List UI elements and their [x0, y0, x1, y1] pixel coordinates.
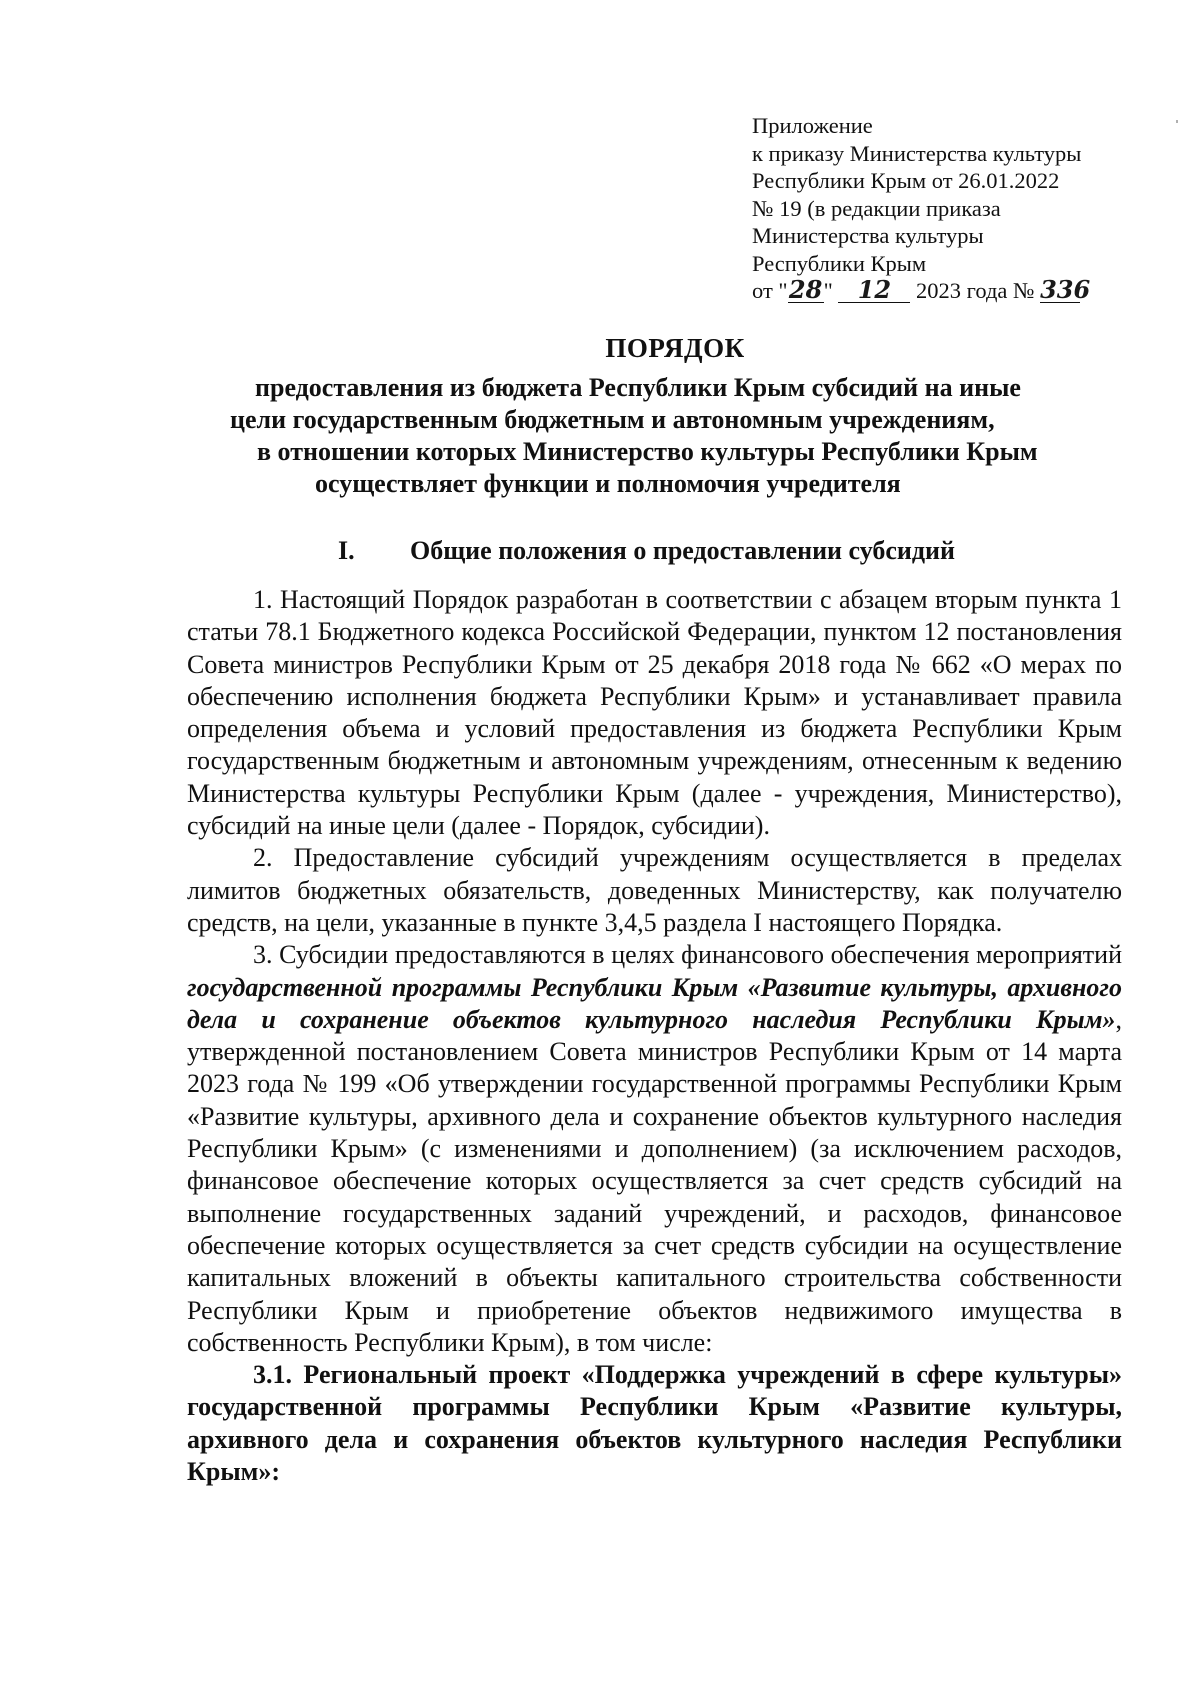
- appendix-line: Министерства культуры: [752, 223, 984, 248]
- appendix-line: Республики Крым: [752, 250, 927, 276]
- paragraph-3-rest: , утвержденной постановлением Совета министров Республики Крым от 14 марта 2023 года № 199 «Об утверждении государственной программы Республики Крым «Развитие культуры, архивного дела и сохранение объектов культурного наследия Республики Крым» (с изменениями и дополнением) (за исключением расходов, финансовое обеспечение которых осуществляется за счет средств субсидий на выполнение государственных заданий учреждений, и расходов, финансовое обеспечение которых осуществляется за счет средств субсидии на осуществление капитальных вложений в объекты капитального строительства собственности Республики Крым и приобретение объектов недвижимого имущества в собственность Республики Крым), в том числе:: [187, 1004, 1122, 1357]
- handwritten-month: 12: [838, 278, 910, 303]
- paragraph-3-start: 3. Субсидии предоставляются в целях финансового обеспечения мероприятий: [253, 940, 1122, 970]
- handwritten-order-number: 336: [1040, 275, 1091, 304]
- paragraph-3-1: 3.1. Региональный проект «Поддержка учреждений в сфере культуры» государственной программы Республики Крым «Развитие культуры, архивного дела и сохранения объектов культурного наследия Республики Крым»:: [187, 1360, 1122, 1487]
- appendix-line: № 19 (в редакции приказа: [752, 195, 1001, 221]
- program-name: государственной программы Республики Крым «Развитие культуры, архивного дела и сохранение объектов культурного наследия Республики Крым»: [187, 972, 1122, 1034]
- scan-speck: [1176, 120, 1178, 123]
- appendix-line: Приложение: [752, 113, 873, 138]
- section-heading: [338, 535, 955, 567]
- appendix-line: к приказу Министерства культуры: [752, 140, 1082, 166]
- title-main: ПОРЯДОК: [605, 333, 745, 363]
- date-quote: ": [823, 278, 833, 303]
- body-text: [187, 584, 1122, 1488]
- appendix-line: Республики Крым от 26.01.2022: [752, 168, 1060, 193]
- appendix-header: [752, 112, 1172, 305]
- title-line: предоставления из бюджета Республики Крым субсидий на иные: [255, 373, 1021, 402]
- section-title: Общие положения о предоставлении субсидий: [410, 536, 956, 565]
- date-prefix: от ": [752, 278, 788, 303]
- title-line: в отношении которых Министерство культуры Республики Крым: [257, 437, 1038, 466]
- section-number: I.: [338, 536, 355, 565]
- title-line: осуществляет функции и полномочия учредителя: [315, 469, 901, 498]
- handwritten-day: 28: [788, 275, 823, 304]
- paragraph-2: 2. Предоставление субсидий учреждениям осуществляется в пределах лимитов бюджетных обязательств, доведенных Министерству, как получателю средств, на цели, указанные в пункте 3,4,5 раздела I настоящего Порядка.: [187, 843, 1122, 937]
- paragraph-3: [187, 939, 1122, 1359]
- appendix-date-line: [752, 277, 1172, 305]
- date-year: 2023 года №: [916, 278, 1035, 303]
- paragraph-1: 1. Настоящий Порядок разработан в соответствии с абзацем вторым пункта 1 статьи 78.1 Бюджетного кодекса Российской Федерации, пунктом 12 постановления Совета министров Республики Крым от 25 декабря 2018 года № 662 «О мерах по обеспечению исполнения бюджета Республики Крым» и устанавливает правила определения объема и условий предоставления из бюджета Республики Крым государственным бюджетным и автономным учреждениям, отнесенным к ведению Министерства культуры Республики Крым (далее - учреждения, Министерство), субсидий на иные цели (далее - Порядок, субсидии).: [187, 585, 1122, 841]
- title-line: цели государственным бюджетным и автономным учреждениям,: [230, 405, 995, 434]
- document-title: [230, 332, 1110, 500]
